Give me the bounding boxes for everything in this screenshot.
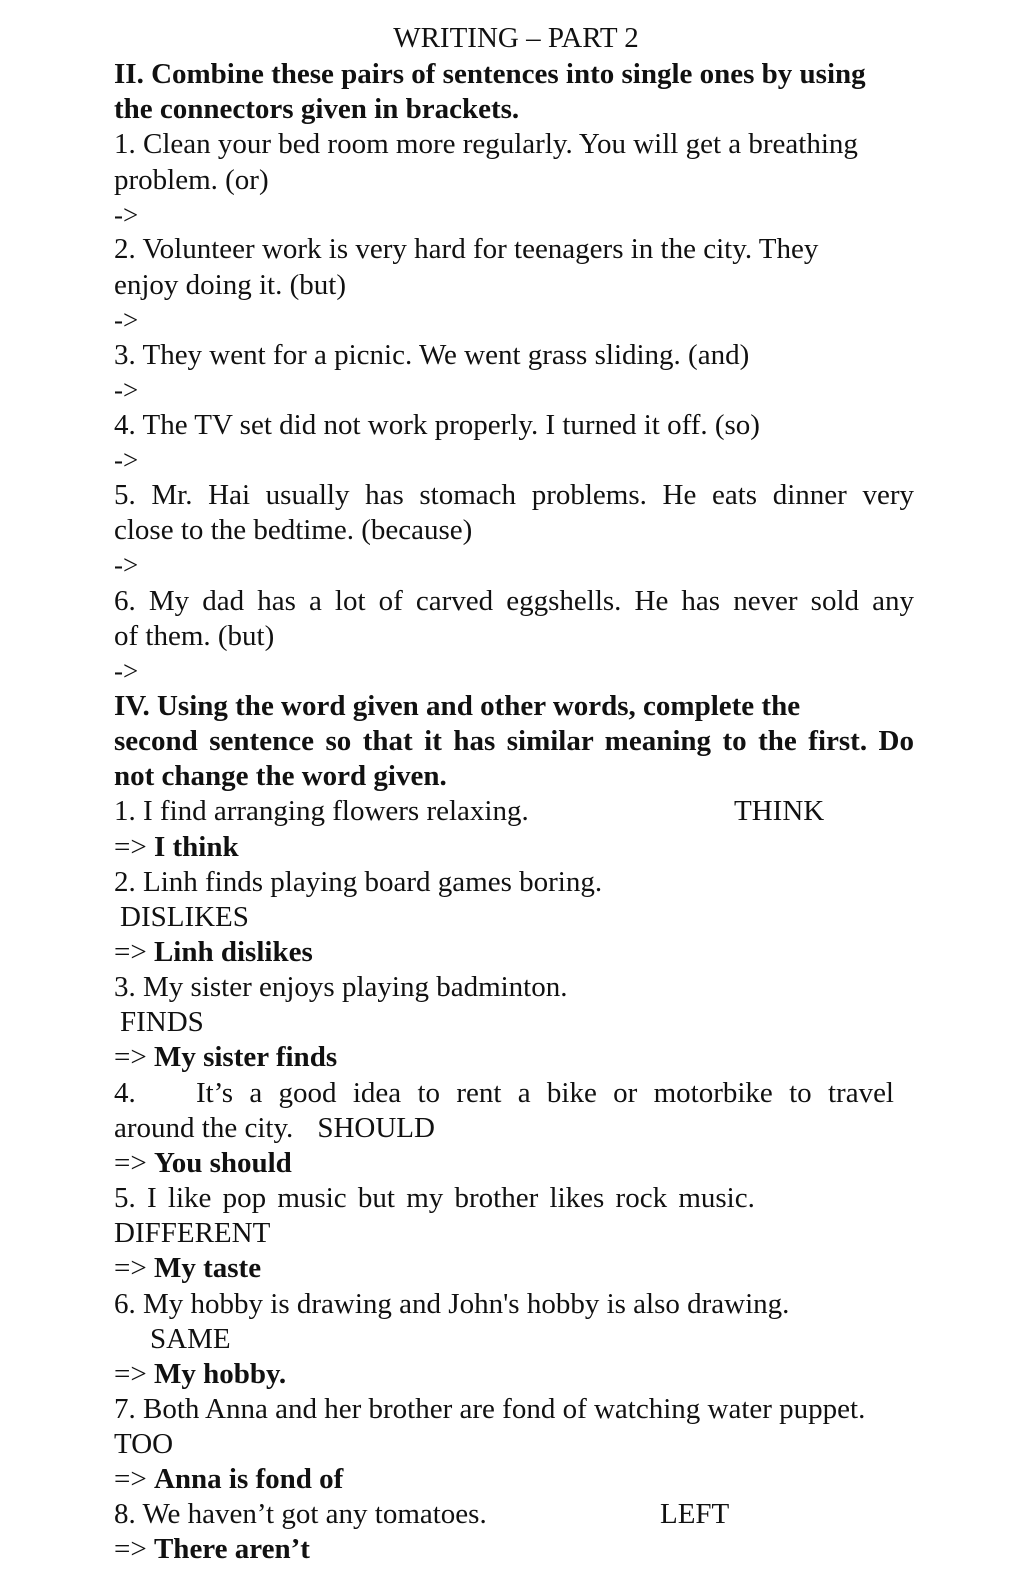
s4-item-2-answer xyxy=(114,934,313,970)
s4-item-5-keyword: DIFFERENT xyxy=(114,1217,271,1249)
s4-item-3-sentence: 3. My sister enjoys playing badminton. xyxy=(114,971,568,1003)
s4-item-6-keyword: SAME xyxy=(150,1323,231,1355)
s2-item-1-line2: problem. (or) xyxy=(114,164,269,196)
s4-item-7-answer xyxy=(114,1461,343,1497)
answer-prefix: => xyxy=(114,1463,147,1495)
answer-prefix: => xyxy=(114,1041,147,1073)
s4-item-6-sentence: 6. My hobby is drawing and John's hobby is also drawing. xyxy=(114,1288,790,1320)
s4-item-2-sentence: 2. Linh finds playing board games boring. xyxy=(114,866,603,898)
answer-start: Linh dislikes xyxy=(153,936,313,968)
answer-start: My sister finds xyxy=(153,1041,338,1073)
s2-item-1-line1: 1. Clean your bed room more regularly. You will get a breathing xyxy=(114,128,858,160)
s2-item-5-line1: 5. Mr. Hai usually has stomach problems. He eats dinner very xyxy=(114,479,914,511)
s2-item-5-answer: -> xyxy=(114,550,139,580)
s2-item-2-answer: -> xyxy=(114,305,139,335)
answer-start: My hobby. xyxy=(153,1358,287,1390)
s4-item-4-sentence-cont xyxy=(114,1110,435,1146)
answer-start: Anna is fond of xyxy=(153,1463,344,1495)
s4-item-6-answer xyxy=(114,1356,286,1392)
section-4-heading-cont2: not change the word given. xyxy=(114,760,447,792)
s4-item-4-answer xyxy=(114,1145,292,1181)
s4-item-8-answer xyxy=(114,1531,310,1567)
answer-start: There aren’t xyxy=(153,1533,310,1565)
section-2-heading: II. Combine these pairs of sentences into single ones by using xyxy=(114,58,866,90)
section-4-heading: IV. Using the word given and other words, complete the xyxy=(114,690,801,722)
sentence-text: around the city. xyxy=(114,1112,294,1144)
s2-item-6-line2: of them. (but) xyxy=(114,620,275,652)
answer-start: I think xyxy=(153,831,239,863)
s2-item-2-line2: enjoy doing it. (but) xyxy=(114,269,346,301)
s4-item-8-sentence: 8. We haven’t got any tomatoes. xyxy=(114,1498,487,1530)
s4-item-7-keyword: TOO xyxy=(114,1428,174,1460)
s4-item-7-sentence: 7. Both Anna and her brother are fond of watching water puppet. xyxy=(114,1393,866,1425)
answer-prefix: => xyxy=(114,831,147,863)
s2-item-2-line1: 2. Volunteer work is very hard for teenagers in the city. They xyxy=(114,233,819,265)
s4-item-4-sentence: It’s a good idea to rent a bike or motorbike to travel xyxy=(196,1077,894,1109)
s4-item-1-keyword: THINK xyxy=(734,795,825,827)
s2-item-4-line1: 4. The TV set did not work properly. I turned it off. (so) xyxy=(114,409,760,441)
s4-item-3-answer xyxy=(114,1039,337,1075)
s2-item-6-answer: -> xyxy=(114,656,139,686)
answer-start: My taste xyxy=(153,1252,262,1284)
answer-prefix: => xyxy=(114,1252,147,1284)
s4-item-2-keyword: DISLIKES xyxy=(120,901,249,933)
s4-item-1-answer xyxy=(114,829,239,865)
s4-item-1-sentence: 1. I find arranging flowers relaxing. xyxy=(114,795,529,827)
answer-prefix: => xyxy=(114,1358,147,1390)
s4-item-5-sentence: 5. I like pop music but my brother likes rock music. xyxy=(114,1182,755,1214)
s4-item-4-number: 4. xyxy=(114,1077,136,1109)
answer-start: You should xyxy=(153,1147,292,1179)
s4-item-3-keyword: FINDS xyxy=(120,1006,204,1038)
page-title: WRITING – PART 2 xyxy=(393,22,639,54)
answer-prefix: => xyxy=(114,1533,147,1565)
section-4-heading-cont: second sentence so that it has similar meaning to the first. Do xyxy=(114,725,914,757)
s2-item-1-answer: -> xyxy=(114,200,139,230)
answer-prefix: => xyxy=(114,936,147,968)
s2-item-3-answer: -> xyxy=(114,375,139,405)
s4-item-8-keyword: LEFT xyxy=(660,1498,730,1530)
s4-item-4-keyword: SHOULD xyxy=(317,1112,435,1144)
s2-item-5-line2: close to the bedtime. (because) xyxy=(114,514,473,546)
answer-prefix: => xyxy=(114,1147,147,1179)
s2-item-3-line1: 3. They went for a picnic. We went grass sliding. (and) xyxy=(114,339,750,371)
section-2-heading-cont: the connectors given in brackets. xyxy=(114,93,520,125)
s2-item-6-line1: 6. My dad has a lot of carved eggshells. He has never sold any xyxy=(114,585,914,617)
s4-item-5-answer xyxy=(114,1250,261,1286)
s2-item-4-answer: -> xyxy=(114,445,139,475)
